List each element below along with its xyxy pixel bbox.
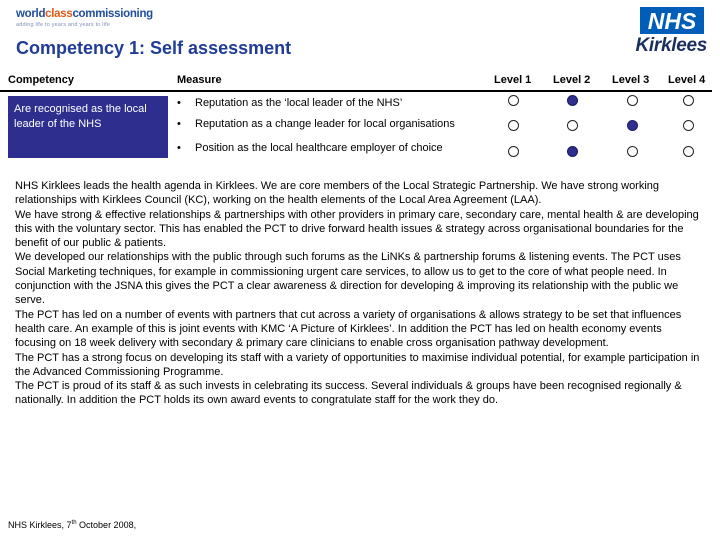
bullet: • bbox=[177, 118, 181, 130]
competency-cell: Are recognised as the local leader of the NHS bbox=[8, 96, 168, 158]
measure-text: Reputation as a change leader for local organisations bbox=[195, 118, 455, 130]
level-2-radio-selected[interactable] bbox=[567, 146, 578, 157]
header-level-3: Level 3 bbox=[612, 74, 650, 86]
level-2-radio[interactable] bbox=[567, 120, 578, 131]
nhs-logo bbox=[640, 7, 704, 34]
level-4-radio[interactable] bbox=[683, 95, 694, 106]
bullet: • bbox=[177, 97, 181, 109]
header-level-1: Level 1 bbox=[494, 74, 532, 86]
level-2-radio-selected[interactable] bbox=[567, 95, 578, 106]
level-3-radio[interactable] bbox=[627, 95, 638, 106]
wcc-wordmark: worldclasscommissioning bbox=[16, 8, 153, 20]
measure-text: Reputation as the ‘local leader of the NHS’ bbox=[195, 97, 403, 109]
narrative-paragraph: NHS Kirklees leads the health agenda in Kirklees. We are core members of the Local Strategic Partnership. We have strong working relationships with Kirklees Council (KC), working on the health elements of the Local Area Agreement (LAA). bbox=[15, 180, 660, 207]
organisation-name: Kirklees bbox=[635, 35, 707, 56]
header-measure: Measure bbox=[177, 74, 222, 86]
wcc-tagline: adding life to years and years to life bbox=[16, 22, 111, 28]
assessment-narrative bbox=[15, 179, 705, 408]
level-4-radio[interactable] bbox=[683, 120, 694, 131]
header-level-4: Level 4 bbox=[668, 74, 706, 86]
level-1-radio[interactable] bbox=[508, 146, 519, 157]
measure-text: Position as the local healthcare employer of choice bbox=[195, 142, 443, 154]
header-competency: Competency bbox=[8, 74, 75, 86]
nhs-logo-text: NHS bbox=[647, 8, 697, 34]
narrative-paragraph: The PCT has a strong focus on developing its staff with a variety of opportunities to maximise individual potential, for example participation in the Advanced Commissioning Programme. bbox=[15, 351, 700, 378]
level-4-radio[interactable] bbox=[683, 146, 694, 157]
narrative-paragraph: The PCT has led on a number of events with partners that cut across a variety of organisations & allows strategy to be set that influences health care. An example of this is joint events with KMC ‘A Picture of Kirklees’. In addition the PCT has led on health economy events focusing on 18 week delivery with secondary & primary care clinicians to enable cross organisation pathway development. bbox=[15, 308, 682, 350]
level-3-radio-selected[interactable] bbox=[627, 120, 638, 131]
narrative-paragraph: We developed our relationships with the public through such forums as the LiNKs & partnership forums & listening events. The PCT uses Social Marketing techniques, for example in commissioning urgent care services, to allow us to get to the core of what people need. In conjunction with the JSNA this gives the PCT a clear awareness & direction for developing & improving its relationship with the public we serve. bbox=[15, 251, 681, 307]
header-level-2: Level 2 bbox=[553, 74, 591, 86]
level-1-radio[interactable] bbox=[508, 95, 519, 106]
bullet: • bbox=[177, 142, 181, 154]
world-class-commissioning-logo bbox=[16, 8, 153, 28]
footer: NHS Kirklees, 7th October 2008, bbox=[8, 520, 137, 530]
level-1-radio[interactable] bbox=[508, 120, 519, 131]
assessment-table-header bbox=[0, 72, 712, 92]
level-3-radio[interactable] bbox=[627, 146, 638, 157]
page-title: Competency 1: Self assessment bbox=[16, 38, 292, 58]
narrative-paragraph: We have strong & effective relationships & partnerships with other providers in primary care, secondary care, mental health & are developing this with the voluntary sector. This has enabled the PCT to drive forward health issues & strategy across organisational boundaries for the benefit of our public & patients. bbox=[15, 208, 699, 250]
nhs-logo-badge bbox=[640, 7, 704, 34]
narrative-paragraph: The PCT is proud of its staff & as such invests in celebrating its success. Several individuals & groups have been recognised regionally & nationally. In addition the PCT holds its own award events to congratulate staff for the work they do. bbox=[15, 380, 682, 407]
